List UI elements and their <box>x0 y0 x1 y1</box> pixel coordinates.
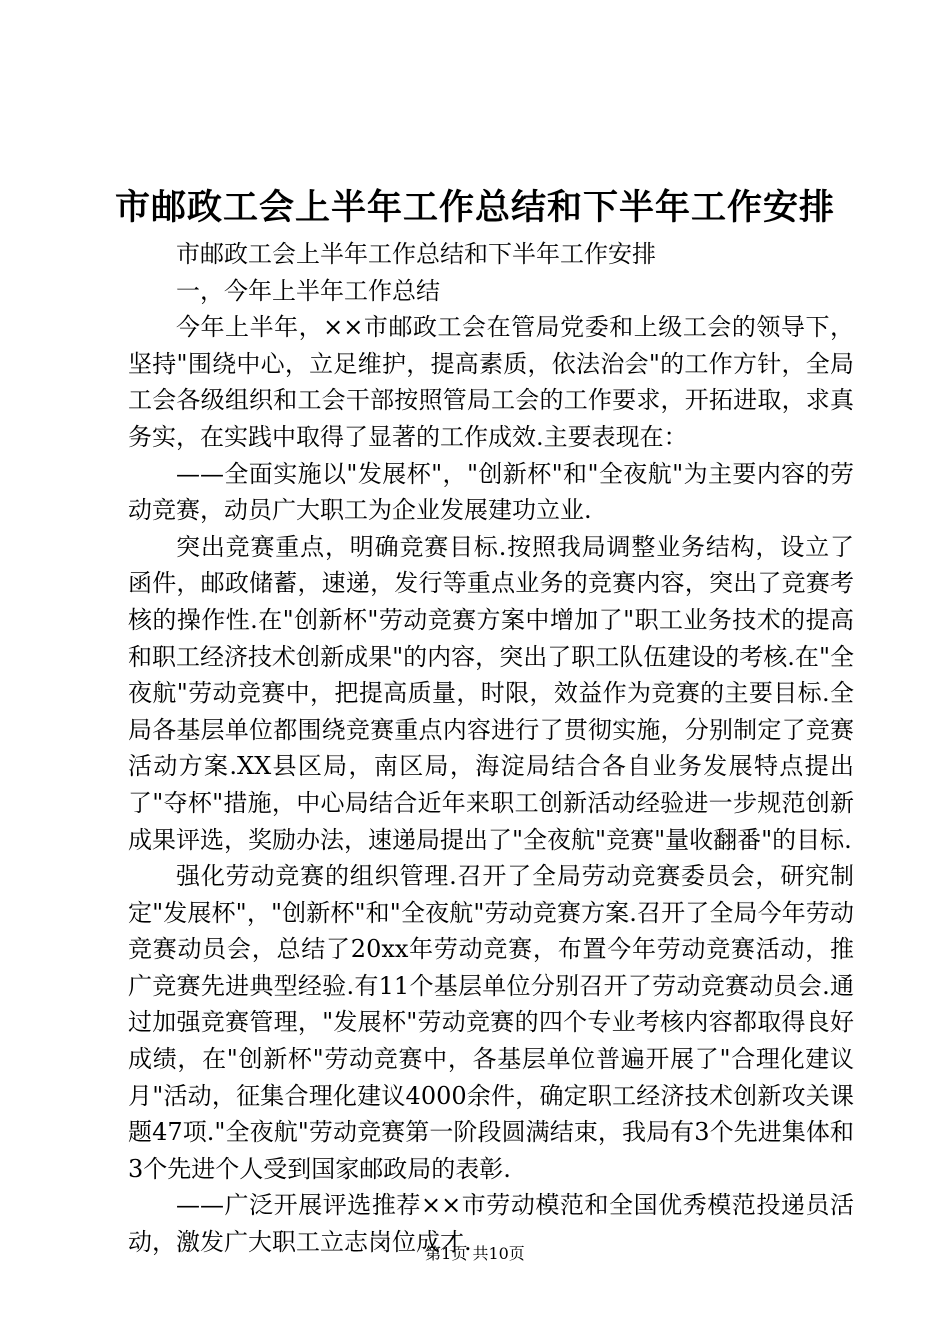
page-footer: 第1页 共10页 <box>425 1244 525 1263</box>
document-title: 市邮政工会上半年工作总结和下半年工作安排 <box>114 188 835 228</box>
paragraph-competition-management: 强化劳动竞赛的组织管理.召开了全局劳动竞赛委员会，研究制定"发展杯"，"创新杯"和"全夜航"劳动竞赛方案.召开了全局今年劳动竞赛动员会，总结了20xx年劳动竞赛，布置今年劳动竞赛活动，推广竞赛先进典型经验.有11个基层单位分别召开了劳动竞赛动员会.通过加强竞赛管理，"发展杯"劳动竞赛的四个专业考核内容都取得良好成绩，在"创新杯"劳动竞赛中，各基层单位普遍开展了"合理化建议月"活动，征集合理化建议4000余件，确定职工经济技术创新攻关课题47项."全夜航"劳动竞赛第一阶段圆满结束，我局有3个先进集体和3个先进个人受到国家邮政局的表彰. <box>128 862 854 1183</box>
paragraph-model-worker-selection: ——广泛开展评选推荐××市劳动模范和全国优秀模范投递员活动，激发广大职工立志岗位成才. <box>128 1191 854 1257</box>
paragraph-competition-overview: ——全面实施以"发展杯"，"创新杯"和"全夜航"为主要内容的劳动竞赛，动员广大职工为企业发展建功立业. <box>128 459 854 525</box>
paragraph-subtitle: 市邮政工会上半年工作总结和下半年工作安排 <box>176 240 656 268</box>
paragraph-intro: 今年上半年，××市邮政工会在管局党委和上级工会的领导下，坚持"围绕中心，立足维护，提高素质，依法治会"的工作方针，全局工会各级组织和工会干部按照管局工会的工作要求，开拓进取，求真务实，在实践中取得了显著的工作成效.主要表现在： <box>128 313 854 451</box>
paragraph-competition-focus: 突出竞赛重点，明确竞赛目标.按照我局调整业务结构，设立了函件，邮政储蓄，速递，发行等重点业务的竞赛内容，突出了竞赛考核的操作性.在"创新杯"劳动竞赛方案中增加了"职工业务技术的提高和职工经济技术创新成果"的内容，突出了职工队伍建设的考核.在"全夜航"劳动竞赛中，把提高质量，时限，效益作为竞赛的主要目标.全局各基层单位都围绕竞赛重点内容进行了贯彻实施，分别制定了竞赛活动方案.XX县区局，南区局，海淀局结合各自业务发展特点提出了"夺杯"措施，中心局结合近年来职工创新活动经验进一步规范创新成果评选，奖励办法，速递局提出了"全夜航"竞赛"量收翻番"的目标. <box>128 532 854 854</box>
paragraph-section-heading: 一，今年上半年工作总结 <box>176 276 440 305</box>
document-body <box>128 236 854 1261</box>
